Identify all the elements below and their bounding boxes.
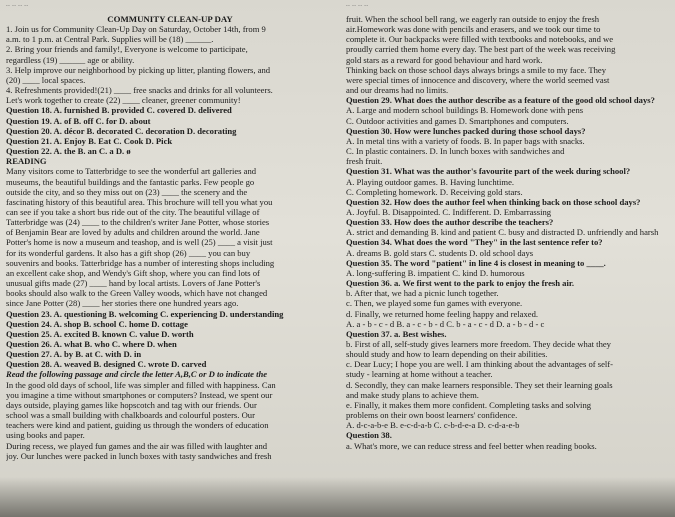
right-text-line: b. First of all, self-study gives learners more freedom. They decide what they [346, 339, 611, 349]
right-text-line: A. In metal tins with a variety of foods. B. In paper bags with snacks. [346, 135, 585, 146]
left-text-line: 1. Join us for Community Clean-Up Day on Saturday, October 14th, from 9 [6, 24, 266, 35]
right-text-line: A. a - b - c - d B. a - c - b - d C. b - a - c - d D. a - b - d - c [346, 318, 545, 329]
left-text-line: museums, the beautiful buildings and the fantastic parks. Few people go [6, 176, 255, 187]
left-text-line: Many visitors come to Tatterbridge to see the wonderful art galleries and [6, 166, 257, 177]
left-text-line: Let's work together to create (22) ____ cleaner, greener community! [6, 95, 241, 106]
right-text-line: c. Then, we played some fun games with everyone. [346, 298, 523, 309]
left-text-line: Question 21. A. Enjoy B. Eat C. Cook D. Pick [6, 135, 173, 146]
left-text-line: Tatterbridge was (24) ____ to the children's writer Jane Potter, whose stories [6, 217, 270, 228]
right-text-line: Thinking back on those school days always brings a smile to my face. They [346, 64, 606, 75]
left-text-line: teachers were kind and patient, guiding us through the wonders of education [6, 420, 269, 431]
right-text-line: C. In plastic containers. D. In lunch boxes with sandwiches and [346, 146, 565, 157]
left-text-line: Question 25. A. excited B. known C. value D. worth [6, 328, 194, 339]
photo-shadow [0, 477, 675, 517]
section-title: COMMUNITY CLEAN-UP DAY [107, 14, 233, 24]
right-text-line: study - learning at home without a teacher. [346, 369, 493, 380]
right-text-line: fresh fruit. [346, 156, 383, 167]
left-text-line: you imagine a time without smartphones or computers? Instead, we spent our [6, 389, 273, 400]
left-text-line: souvenirs and books. Tatterbridge has a number of interesting shops including [6, 257, 275, 268]
left-text-line: Question 18. A. furnished B. provided C. covered D. delivered [6, 105, 232, 116]
right-text-line: were special times of innocence and discovery, where the world seemed vast [346, 74, 610, 85]
left-text-line: regardless (19) ______ age or ability. [6, 54, 135, 65]
left-text-block [6, 24, 334, 461]
left-text-line: 2. Bring your friends and family!, Everyone is welcome to participate, [6, 44, 248, 55]
right-text-line: Question 38. [346, 430, 392, 441]
right-text-line: Question 34. What does the word "They" in the last sentence refer to? [346, 237, 603, 248]
left-text-line: school was a small building with chalkboards and colourful posters. Our [6, 410, 255, 421]
right-text-line: proudly carried them home every day. The best part of the week was receiving [346, 44, 616, 55]
right-text-line: Question 31. What was the author's favourite part of the week during school? [346, 166, 631, 177]
left-text-line: Potter's home is now a museum and teashop, and is well (25) ____ a visit just [6, 237, 273, 248]
left-text-line: Question 26. A. what B. who C. where D. when [6, 339, 177, 349]
right-text-line: Question 29. What does the author describe as a feature of the good old school days? [346, 95, 655, 106]
right-text-line: Question 30. How were lunches packed during those school days? [346, 125, 586, 136]
left-text-line: can see if you take a short bus ride out of the city. The beautiful village of [6, 206, 260, 217]
right-text-line: and our dreams had no limits. [346, 85, 449, 96]
right-text-line: Question 36. a. We first went to the park to enjoy the fresh air. [346, 278, 575, 289]
left-text-line: 3. Help improve our neighborhood by picking up litter, planting flowers, and [6, 64, 271, 75]
left-text-line: Question 24. A. shop B. school C. home D. cottage [6, 318, 188, 329]
left-text-line: Question 27. A. by B. at C. with D. in [6, 349, 142, 360]
right-text-line: e. Finally, it makes them more confident. Completing tasks and solving [346, 399, 592, 410]
right-text-line: fruit. When the school bell rang, we eagerly ran outside to enjoy the fresh [346, 14, 600, 24]
right-text-line: C. Outdoor activities and games D. Smartphones and computers. [346, 115, 569, 126]
right-text-line: A. dreams B. gold stars C. students D. old school days [346, 247, 534, 258]
right-text-line: A. Large and modern school buildings B. Homework done with pens [346, 105, 584, 116]
right-text-line: Question 35. The word "patient" in line 4 is closest in meaning to ____. [346, 257, 606, 268]
right-text-line: A. strict and demanding B. kind and patient C. busy and distracted D. unfriendly and harsh [346, 227, 659, 238]
left-column [6, 0, 334, 461]
right-text-line: A. long-suffering B. impatient C. kind D. humorous [346, 267, 525, 278]
right-text-line: problems on their own boost learners' confidence. [346, 410, 518, 421]
left-text-line: a.m. to 1 p.m. at Central Park. Supplies will be (18) ______. [6, 34, 214, 45]
left-text-line: During recess, we played fun games and the air was filled with laughter and [6, 440, 268, 451]
page-header-left: -- -- -- -- [6, 4, 29, 9]
right-text-line: d. Finally, we returned home feeling happy and relaxed. [346, 308, 539, 319]
left-text-line: for its wonderful gardens. It also has a gift shop (26) ____ you can buy [6, 247, 251, 258]
left-text-line: Question 20. A. décor B. decorated C. decoration D. decorating [6, 125, 237, 136]
left-text-line: of Benjamin Bear are loved by adults and children around the world. Jane [6, 227, 260, 238]
right-text-line: c. Dear Lucy; I hope you are well. I am thinking about the advantages of self- [346, 359, 614, 370]
left-text-line: books should also walk to the Green Valley woods, which have not changed [6, 288, 268, 299]
right-text-line: C. Completing homework. D. Receiving gold stars. [346, 186, 523, 197]
left-text-line: Question 22. A. the B. an C. a D. ø [6, 146, 131, 157]
right-text-line: complete it. Our backpacks were filled with textbooks and notebooks, and we [346, 34, 614, 45]
right-column [346, 0, 672, 451]
right-text-line: Question 37. a. Best wishes. [346, 328, 447, 339]
left-text-line: Question 19. A. of B. off C. for D. about [6, 115, 151, 126]
left-text-line: 4. Refreshments provided!(21) ____ free snacks and drinks for all volunteers. [6, 85, 273, 96]
left-text-line: Question 28. A. weaved B. designed C. wrote D. carved [6, 359, 207, 370]
right-text-line: b. After that, we had a picnic lunch together. [346, 288, 499, 299]
left-text-line: unusual gifts made (27) ____ hand by local artists. Lovers of Jane Potter's [6, 278, 261, 289]
left-text-line: (20) ____ local spaces. [6, 74, 86, 85]
left-text-line: Question 23. A. questioning B. welcoming C. experiencing D. understanding [6, 308, 284, 319]
right-text-line: A. d-c-a-b-e B. e-c-d-a-b C. c-b-d-e-a D. c-d-a-e-b [346, 420, 520, 431]
page-header-right: -- -- -- -- [346, 4, 369, 9]
left-text-line: outside the city, and so they miss out on (23) ____ the scenery and the [6, 186, 248, 197]
right-text-line: Question 33. How does the author describe the teachers? [346, 217, 554, 228]
left-text-line: In the good old days of school, life was simpler and filled with happiness. Can [6, 379, 276, 390]
left-text-line: READING [6, 156, 47, 167]
right-text-block [346, 14, 672, 451]
right-text-line: should study and how to learn depending on their abilities. [346, 349, 548, 360]
left-text-line: an excellent cake shop, and Wendy's Gift shop, where you can find lots of [6, 267, 260, 278]
right-text-line: a. What's more, we can reduce stress and feel better when reading books. [346, 440, 597, 451]
right-text-line: and make study plans to achieve them. [346, 389, 479, 400]
left-text-line: since Jane Potter (28) ____ her stories there one hundred years ago. [6, 298, 239, 309]
right-text-line: Question 32. How does the author feel when thinking back on those school days? [346, 196, 641, 207]
right-text-line: gold stars as a reward for good behaviour and hard work. [346, 54, 543, 65]
left-text-line: days outside, playing games like hopscotch and tag with our friends. Our [6, 399, 257, 410]
right-text-line: air.Homework was done with pencils and erasers, and we took our time to [346, 24, 601, 35]
left-text-line: fascinating history of this beautiful area. This brochure will tell you what you [6, 196, 273, 207]
right-text-line: A. Joyful. B. Disappointed. C. Indifferent. D. Embarrassing [346, 206, 552, 217]
left-text-line: joy. Our lunches were packed in lunch boxes with tasty sandwiches and fresh [6, 450, 272, 461]
left-text-line: Read the following passage and circle the letter A,B,C or D to indicate the [6, 369, 268, 380]
left-text-line: using books and paper. [6, 430, 85, 441]
right-text-line: d. Secondly, they can make learners responsible. They set their learning goals [346, 379, 613, 390]
right-text-line: A. Playing outdoor games. B. Having lunchtime. [346, 176, 515, 187]
